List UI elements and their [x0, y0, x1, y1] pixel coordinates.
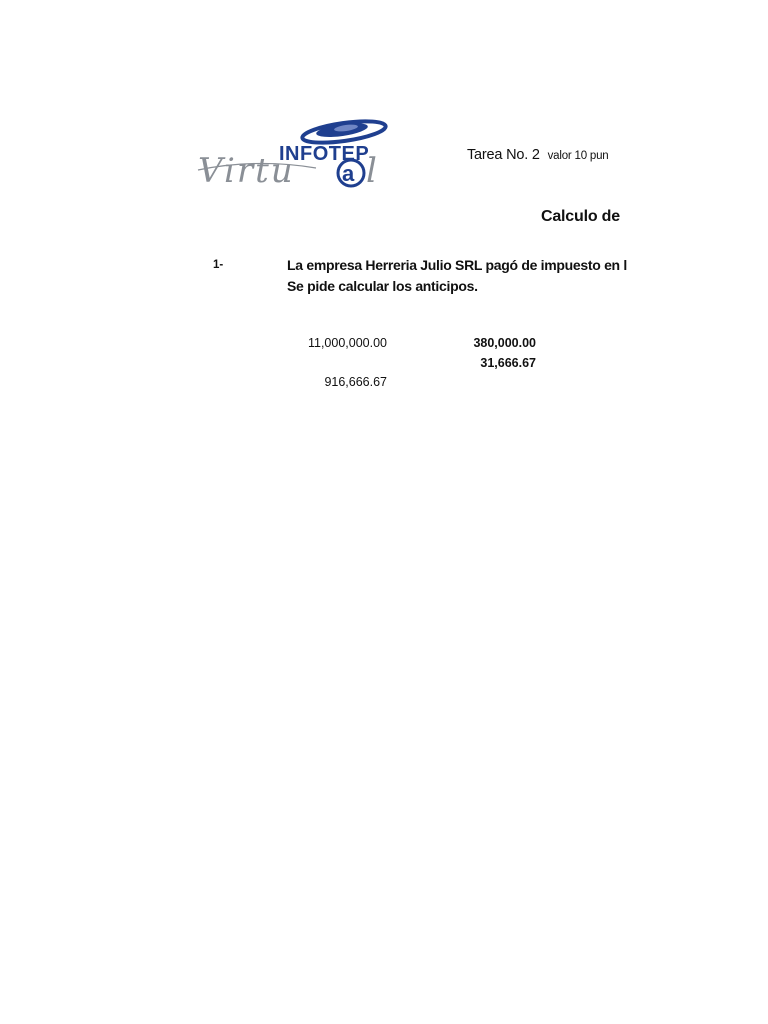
svg-text:INFOTEP: INFOTEP: [279, 143, 370, 165]
tax-paid-value: 380,000.00: [473, 336, 536, 350]
monthly-advance-value: 31,666.67: [480, 356, 536, 370]
svg-text:Virtu: Virtu: [198, 151, 295, 190]
problem-statement-line-2: Se pide calcular los anticipos.: [287, 278, 478, 294]
svg-text:a: a: [342, 161, 355, 186]
assignment-heading: [467, 147, 609, 163]
problem-number: 1-: [213, 259, 224, 271]
section-title: Calculo de: [541, 208, 620, 225]
assignment-value-note: valor 10 pun: [547, 150, 609, 162]
assignment-title: Tarea No. 2: [467, 147, 540, 163]
gross-income-value: 11,000,000.00: [307, 336, 387, 350]
svg-text:l: l: [366, 151, 377, 190]
problem-statement-line-1: La empresa Herreria Julio SRL pagó de impuesto en l: [287, 257, 627, 273]
infotep-virtual-logo: [196, 118, 408, 190]
monthly-gross-value: 916,666.67: [324, 375, 387, 389]
